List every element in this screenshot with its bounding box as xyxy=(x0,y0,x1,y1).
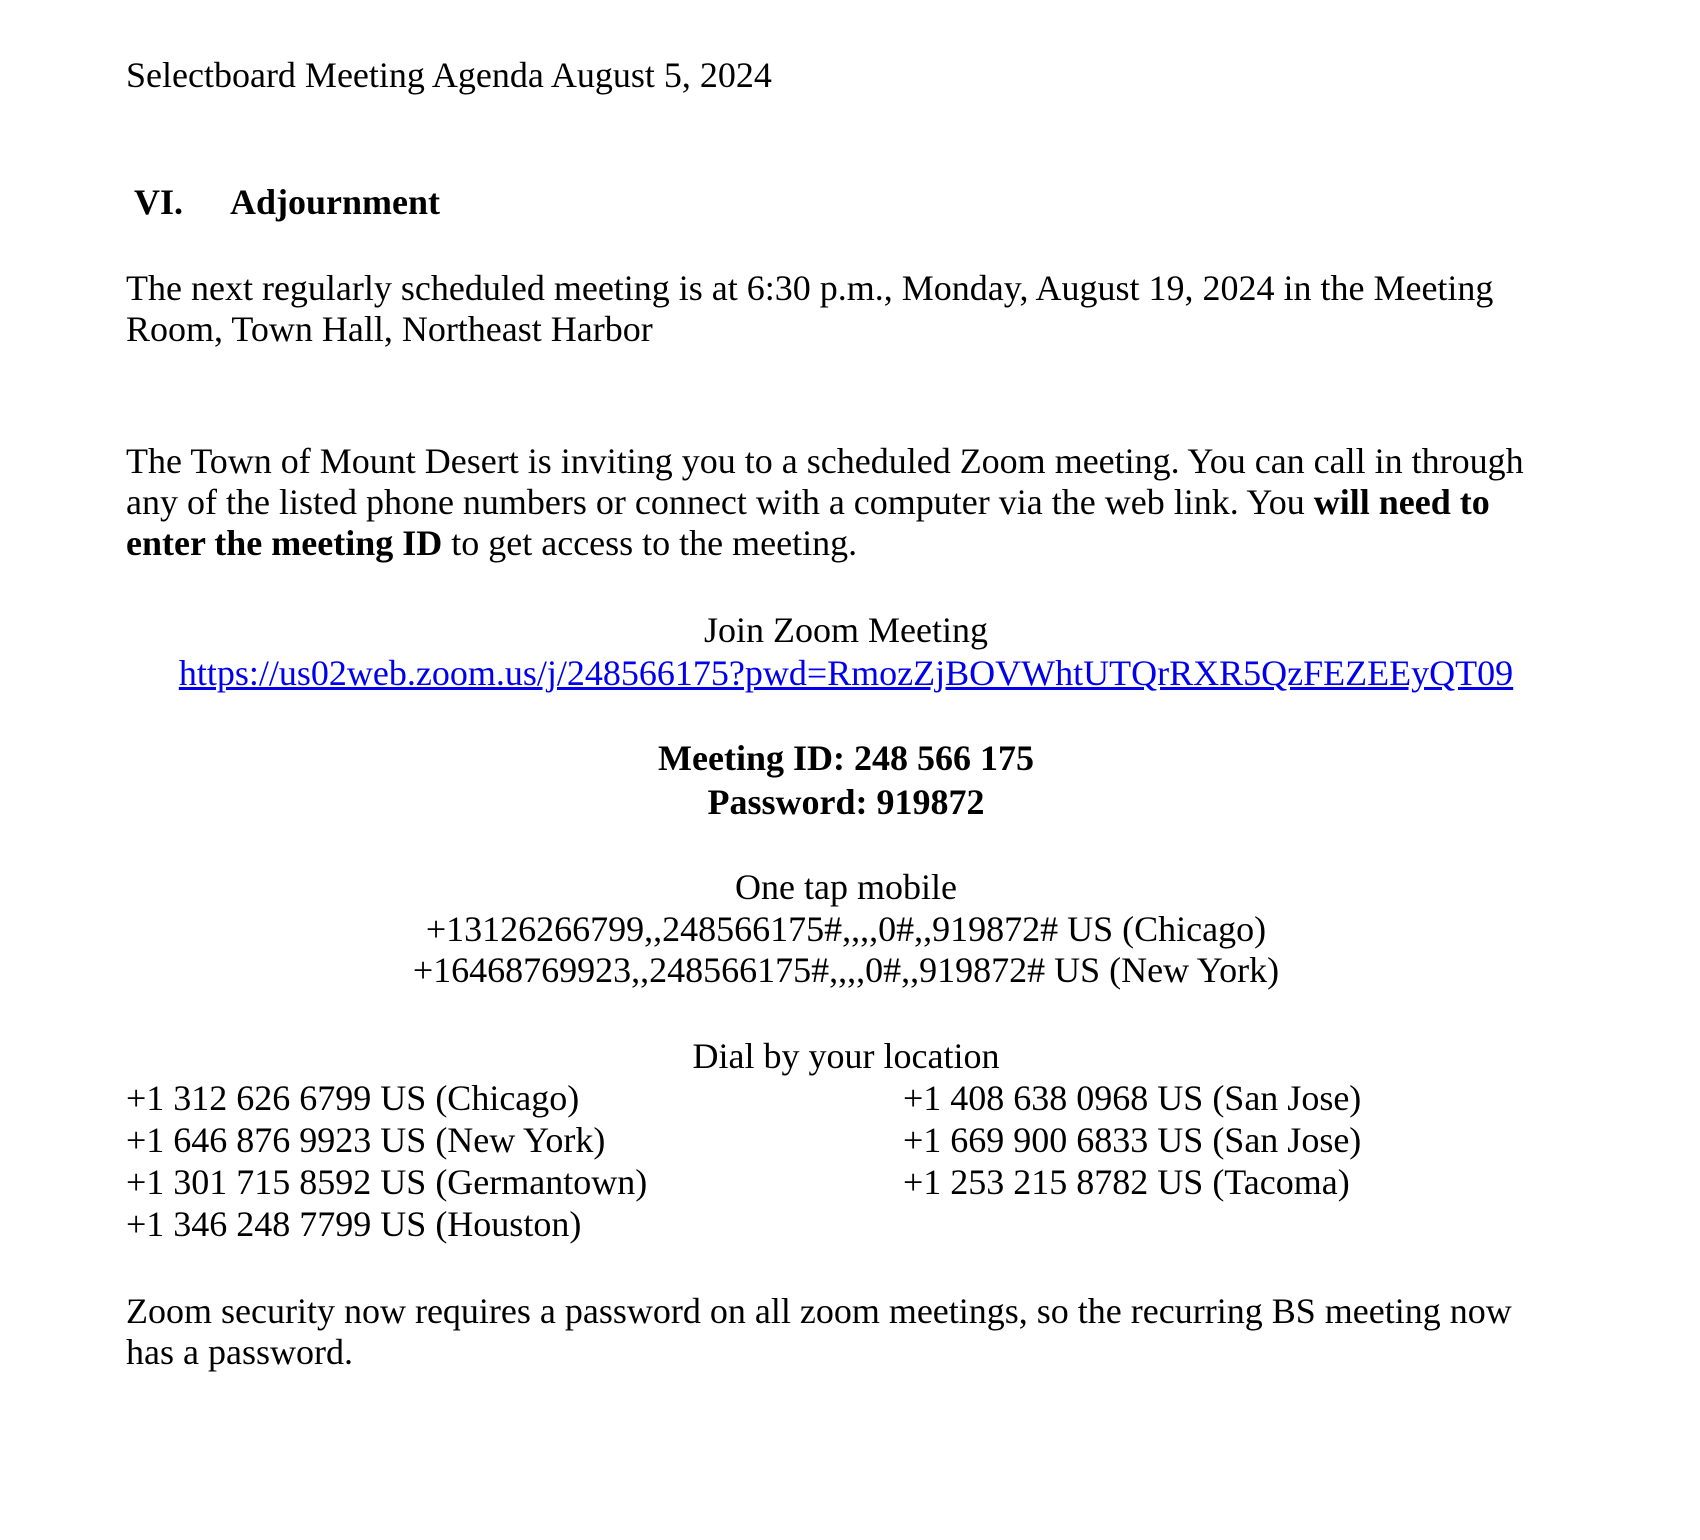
dial-number: +1 646 876 9923 US (New York) xyxy=(126,1120,606,1160)
meeting-id: Meeting ID: 248 566 175 xyxy=(658,738,1034,778)
invite-bold-text: will need to enter the meeting ID xyxy=(126,482,1490,563)
one-tap-line: +13126266799,,248566175#,,,,0#,,919872# US (Chicago) xyxy=(425,909,1267,949)
dial-numbers-right xyxy=(903,1078,1361,1204)
zoom-link-anchor[interactable]: https://us02web.zoom.us/j/248566175?pwd=RmozZjBOVWhtUTQrRXR5QzFEZEEyQT09 xyxy=(178,653,1514,693)
meeting-password: Password: 919872 xyxy=(707,782,985,822)
section-heading xyxy=(134,182,1574,223)
section-number: VI. xyxy=(134,182,184,222)
invite-text-after: to get access to the meeting. xyxy=(442,523,858,563)
join-zoom-label: Join Zoom Meeting xyxy=(704,610,988,650)
next-meeting-paragraph: The next regularly scheduled meeting is at 6:30 p.m., Monday, August 19, 2024 in the Meeting Room, Town Hall, Northeast Harbor xyxy=(126,268,1494,349)
zoom-invite-paragraph xyxy=(126,441,1566,564)
dial-number: +1 346 248 7799 US (Houston) xyxy=(126,1204,582,1244)
zoom-meeting-link[interactable] xyxy=(126,653,1566,694)
dial-number: +1 312 626 6799 US (Chicago) xyxy=(126,1078,580,1118)
dial-number: +1 253 215 8782 US (Tacoma) xyxy=(903,1162,1350,1202)
security-note: Zoom security now requires a password on all zoom meetings, so the recurring BS meeting now has a password. xyxy=(126,1291,1512,1372)
invite-text-before: The Town of Mount Desert is inviting you to a scheduled Zoom meeting. You can call in through any of the listed phone numbers or connect with a computer via the web link. You xyxy=(126,441,1524,522)
document-header: Selectboard Meeting Agenda August 5, 2024 xyxy=(126,55,772,95)
dial-numbers-left xyxy=(126,1078,647,1246)
dial-by-location-label: Dial by your location xyxy=(692,1036,1000,1076)
one-tap-label: One tap mobile xyxy=(735,867,957,907)
section-title: Adjournment xyxy=(230,182,441,222)
dial-number: +1 301 715 8592 US (Germantown) xyxy=(126,1162,648,1202)
one-tap-line: +16468769923,,248566175#,,,,0#,,919872# US (New York) xyxy=(412,950,1280,990)
dial-number: +1 669 900 6833 US (San Jose) xyxy=(903,1120,1362,1160)
dial-number: +1 408 638 0968 US (San Jose) xyxy=(903,1078,1362,1118)
